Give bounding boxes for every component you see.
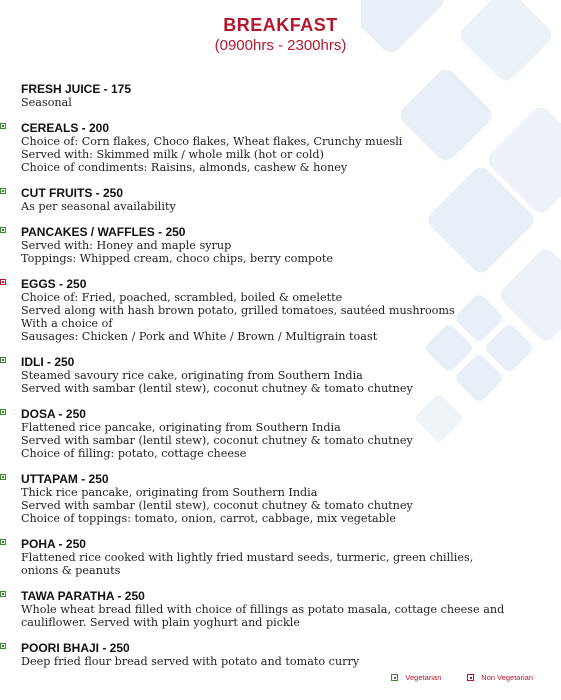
- menu-item: [21, 121, 541, 174]
- menu-item-description: Served with sambar (lentil stew), coconut chutney & tomato chutney: [21, 434, 413, 447]
- menu-title: BREAKFAST: [223, 15, 338, 35]
- menu-item-description: Steamed savoury rice cake, originating from Southern India: [21, 369, 363, 382]
- menu-item-title: CEREALS - 200: [21, 121, 110, 135]
- menu-header: [0, 14, 561, 56]
- menu-item: [21, 589, 541, 629]
- menu-item-description: Thick rice pancake, originating from Southern India: [21, 486, 318, 499]
- legend-nonveg-label: Non Vegetarian: [481, 673, 533, 682]
- menu-item: [21, 407, 541, 460]
- menu-item-title: IDLI - 250: [21, 355, 75, 369]
- menu-item-description: Served with: Skimmed milk / whole milk (hot or cold): [21, 148, 324, 161]
- veg-symbol-icon: [0, 409, 6, 415]
- menu-item-description: Toppings: Whipped cream, choco chips, berry compote: [21, 252, 334, 265]
- veg-symbol-icon: [0, 357, 6, 363]
- legend-veg: [391, 673, 441, 682]
- menu-item-title: UTTAPAM - 250: [21, 472, 109, 486]
- menu-item-description: As per seasonal availability: [21, 200, 176, 213]
- menu-item-description: cauliflower. Served with plain yoghurt and pickle: [21, 616, 300, 629]
- nonveg-symbol-icon: [467, 674, 474, 681]
- menu-item-title: FRESH JUICE - 175: [21, 82, 132, 96]
- menu-item: [21, 186, 541, 213]
- menu-item-description: Choice of: Fried, poached, scrambled, boiled & omelette: [21, 291, 343, 304]
- menu-item-title: PANCAKES / WAFFLES - 250: [21, 225, 186, 239]
- menu-item: [21, 277, 541, 343]
- legend-veg-label: Vegetarian: [405, 673, 442, 682]
- menu-item-title: DOSA - 250: [21, 407, 86, 421]
- veg-symbol-icon: [0, 591, 6, 597]
- veg-symbol-icon: [0, 474, 6, 480]
- menu-item-description: Served with sambar (lentil stew), coconut chutney & tomato chutney: [21, 382, 413, 395]
- diet-legend: [365, 673, 533, 682]
- veg-symbol-icon: [0, 643, 6, 649]
- menu-item: [21, 641, 541, 668]
- menu-item-description: Choice of filling: potato, cottage cheese: [21, 447, 247, 460]
- menu-item: [21, 355, 541, 395]
- veg-symbol-icon: [0, 227, 6, 233]
- menu-item-description: onions & peanuts: [21, 564, 121, 577]
- menu-item: [21, 537, 541, 577]
- legend-nonveg: [467, 673, 533, 682]
- veg-symbol-icon: [0, 123, 6, 129]
- menu-item-description: Whole wheat bread filled with choice of fillings as potato masala, cottage cheese and: [21, 603, 505, 616]
- menu-item-title: CUT FRUITS - 250: [21, 186, 124, 200]
- menu-item-description: Served with: Honey and maple syrup: [21, 239, 232, 252]
- menu-item-title: POORI BHAJI - 250: [21, 641, 130, 655]
- menu-item-description: Served along with hash brown potato, grilled tomatoes, sautéed mushrooms: [21, 304, 455, 317]
- menu-item-description: Sausages: Chicken / Pork and White / Brown / Multigrain toast: [21, 330, 378, 343]
- menu-item-description: Choice of condiments: Raisins, almonds, cashew & honey: [21, 161, 348, 174]
- menu-item: [21, 82, 541, 109]
- nonveg-symbol-icon: [0, 279, 6, 285]
- menu-item-description: Flattened rice cooked with lightly fried mustard seeds, turmeric, green chillies,: [21, 551, 474, 564]
- menu-item: [21, 225, 541, 265]
- menu-item: [21, 472, 541, 525]
- veg-symbol-icon: [0, 539, 6, 545]
- menu-item-description: Flattened rice pancake, originating from Southern India: [21, 421, 341, 434]
- menu-list: [21, 82, 541, 680]
- menu-item-description: Seasonal: [21, 96, 72, 109]
- veg-symbol-icon: [0, 188, 6, 194]
- menu-item-title: EGGS - 250: [21, 277, 87, 291]
- veg-symbol-icon: [391, 674, 398, 681]
- menu-item-title: POHA - 250: [21, 537, 86, 551]
- menu-item-description: Choice of: Corn flakes, Choco flakes, Wheat flakes, Crunchy muesli: [21, 135, 403, 148]
- menu-hours: (0900hrs - 2300hrs): [214, 37, 347, 54]
- menu-item-description: Choice of toppings: tomato, onion, carrot, cabbage, mix vegetable: [21, 512, 397, 525]
- menu-item-description: Served with sambar (lentil stew), coconut chutney & tomato chutney: [21, 499, 413, 512]
- menu-item-title: TAWA PARATHA - 250: [21, 589, 145, 603]
- menu-item-description: With a choice of: [21, 317, 113, 330]
- menu-item-description: Deep fried flour bread served with potato and tomato curry: [21, 655, 360, 668]
